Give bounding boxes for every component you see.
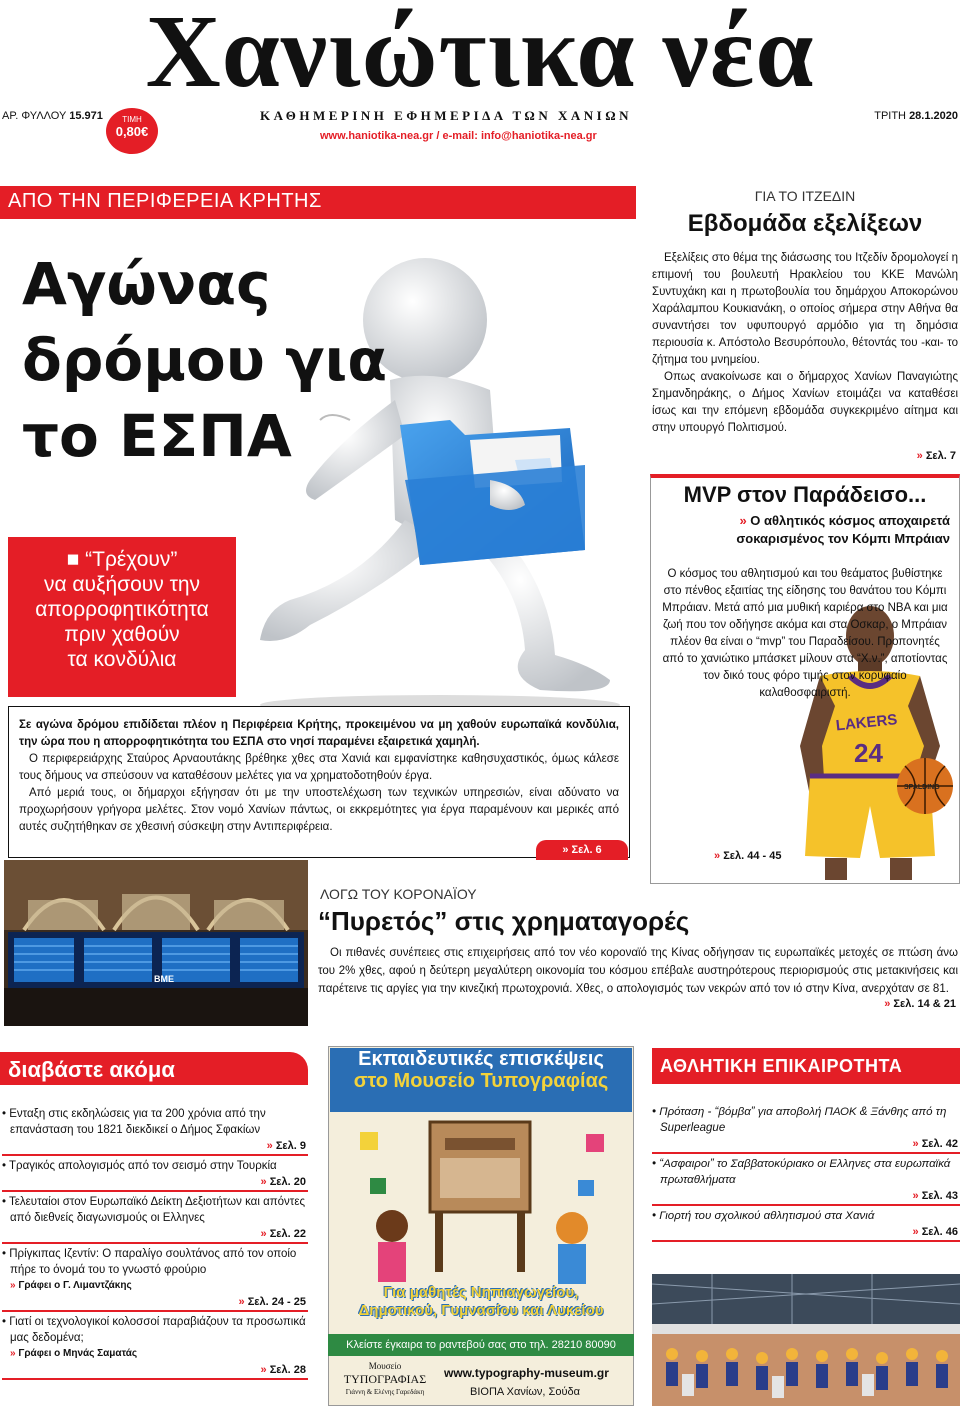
list-item[interactable]: • “Ασφαιροι” το Σαββατοκύριακο οι Ελληνες στα ευρωπαϊκά πρωταθλήματα — [652, 1158, 951, 1186]
ad-title: Εκπαιδευτικές επισκέψεις στο Μουσείο Τυπογραφίας — [353, 1048, 609, 1092]
list-item[interactable]: • Πρίγκιπας Ιζεντίν: Ο παραλίγο σουλτάνος από τον οποίο πήρε το όνομά του το γνωστό φρούριο — [2, 1248, 297, 1276]
lead-highlight-box: ■ “Τρέχουν” να αυξήσουν την απορροφητικότητα πριν χαθούν τα κονδύλια — [8, 537, 236, 697]
masthead-title: Χανιώτικα νέα — [145, 0, 815, 109]
masthead-web[interactable]: www.haniotika-nea.gr / e-mail: info@haniotika-nea.gr — [320, 130, 597, 142]
list-item-ref[interactable]: » Σελ. 28 — [2, 1362, 308, 1380]
section-label: ΑΠΟ ΤΗΝ ΠΕΡΙΦΕΡΕΙΑ ΚΡΗΤΗΣ — [0, 186, 636, 219]
board-label: BME — [154, 974, 174, 984]
list-item[interactable]: • Γιορτή του σχολικού αθλητισμού στα Χανιά — [652, 1210, 875, 1222]
list-item[interactable]: • Ενταξη στις εκδηλώσεις για τα 200 χρόνια από την επανάσταση του 1821 διεκδικεί ο Δήμος Σφακίων — [2, 1108, 266, 1136]
masthead-subtitle: ΚΑΘΗΜΕΡΙΝΗ ΕΦΗΜΕΡΙΔΑ ΤΩΝ ΧΑΝΙΩΝ — [260, 108, 633, 123]
stock-exchange-photo — [4, 860, 308, 1026]
mvp-subheadline: » Ο αθλητικός κόσμος αποχαιρετά σοκαρισμένος τον Κόμπι Μπράιαν — [736, 513, 950, 546]
list-item-ref[interactable]: » Σελ. 42 — [652, 1136, 960, 1154]
school-sports-photo — [652, 1274, 960, 1406]
sports-title: ΑΘΛΗΤΙΚΗ ΕΠΙΚΑΙΡΟΤΗΤΑ — [652, 1048, 960, 1084]
byline: » Γράφει ο Γ. Λιμαντζάκης — [10, 1280, 132, 1291]
ad-phone: Κλείστε έγκαιρα το ραντεβού σας στο τηλ. 28210 80090 — [328, 1334, 634, 1356]
jersey-number: 24 — [854, 738, 883, 768]
mvp-page-ref[interactable]: » Σελ. 44 - 45 — [714, 850, 782, 862]
markets-headline[interactable]: “Πυρετός” στις χρηματαγορές — [318, 906, 690, 936]
read-more-title: διαβάστε ακόμα — [0, 1052, 308, 1085]
mvp-text: Ο κόσμος του αθλητισμού και του θεάματος βυθίστηκε στο πένθος εξαιτίας της είδησης του θανάτου του Κόμπι Μπράιαν. Μετά από μια μυθική καριέρα στο NBA και μια ζωή που τον οδήγησε ακόμα και στα Οσκαρ, ο Μπράιαν πλέον θα είναι ο “mvp” του Παραδείσου. Προπονητές από το χανιώτικο μπάσκετ μίλουν στα “Χ.ν.”, αποτίοντας τον δικό τους φόρο τιμής στον κορυφαίο καλαθοσφαιριστή. — [662, 568, 948, 699]
sports-list — [652, 1102, 960, 1242]
markets-text: Οι πιθανές συνέπειες στις επιχειρήσεις από τον νέο κοροναϊό της Κίνας οδήγησαν τις ευρωπαϊκές μετοχές σε πτώση άνω του 2% χθες, αφού η δεύτερη μεγαλύτερη οικονομία του κόσμου επέβαλε αυστηρότερους περιορισμούς στις μετακινήσεις και παρέτεινε τις αργίες για την κινεζική πρωτοχρονιά. Χθες, ο απολογισμός των νεκρών από τον ιό στην Κίνα, ανερχόταν σε 81. — [318, 947, 958, 995]
lead-story-text: Σε αγώνα δρόμου επιδίδεται πλέον η Περιφέρεια Κρήτης, προκειμένου να μη χαθούν ευρωπαϊκά κονδύλια, την ώρα που η απορροφητικότητα του ΕΣΠΑ στο νησί παραμένει εξαιρετικά χαμηλή. Ο περιφερειάρχης Σταύρος Αρναουτάκης βρέθηκε χθες στα Χανιά και εμφανίστηκε καθησυχαστικός, όμως κάλεσε τους δήμους να σπεύσουν να καταθέσουν μελέτες για να χρηματοδοτηθούν έργα. Από μεριά τους, οι δήμαρχοι εξήγησαν ότι με την υποστελέχωση των τεχνικών υπηρεσιών, είναι αδύνατο να προχωρήσουν γρήγορα μελέτες. Στον νομό Χανίων πάντως, οι εκκρεμότητες για έργα παραμένουν και μερικές από αυτές συζητήθηκαν σε χθεσινή σύσκεψη στην Αντιπεριφέρεια. — [8, 706, 630, 858]
list-item[interactable]: • Τραγικός απολογισμός από τον σεισμό στην Τουρκία — [2, 1160, 277, 1172]
list-item-ref[interactable]: » Σελ. 22 — [2, 1226, 308, 1244]
list-item-ref[interactable]: » Σελ. 46 — [652, 1224, 960, 1242]
byline: » Γράφει ο Μηνάς Σαματάς — [10, 1348, 138, 1359]
itzedin-page-ref[interactable]: » Σελ. 7 — [916, 450, 956, 462]
ad-web[interactable]: www.typography-museum.gr — [444, 1366, 609, 1380]
markets-page-ref[interactable]: » Σελ. 14 & 21 — [884, 998, 956, 1010]
list-item-ref[interactable]: » Σελ. 24 - 25 — [2, 1294, 308, 1312]
list-item[interactable]: • Τελευταίοι στον Ευρωπαϊκό Δείκτη Δεξιοτήτων και απόντες από διεθνείς διαγωνισμούς οι Ελληνες — [2, 1196, 306, 1224]
ad-audience: Για μαθητές Νηπιαγωγείου, Δημοτικού, Γυμνασίου και Λυκείου — [358, 1284, 604, 1319]
ad-logo: Μουσείο ΤΥΠΟΓΡΑΦΙΑΣ Γιάννη & Ελένης Γαρεδάκη — [343, 1361, 427, 1396]
itzedin-text: Εξελίξεις στο θέμα της διάσωσης του Ιτζεδίν δρομολογεί η επιμονή του βουλευτή Ηρακλείου του ΚΚΕ Μανώλη Συντυχάκη και η πρωτοβουλία του δημάρχου Αποκορώνου Χαράλαμπου Κουκιανάκη, ο οποίος σήμερα στην Αθήνα θα συναντήσει τον υφυπουργό αρμόδιο για τη δημόσια περιουσία κ. Απόστολο Βεσυρόπουλο, θέτοντάς του -και- το ζήτημα του μνημείου. Οπως ανακοίνωσε και ο δήμαρχος Χανίων Παναγιώτης Σημανδηράκης, ο Δήμος Χανίων ετοιμάζει να καταθέσει ίσως και την επόμενη εβδομάδα συγκεκριμένο αίτημα και στην υπουργό Πολιτισμού. — [652, 252, 958, 434]
list-item-ref[interactable]: » Σελ. 9 — [2, 1138, 308, 1156]
ball-lettering: SPALDING — [904, 784, 940, 791]
mvp-headline[interactable]: MVP στον Παράδεισο... — [683, 482, 927, 507]
list-item[interactable]: • Γιατί οι τεχνολογικοί κολοσσοί παραβιάζουν τα προσωπικά μας δεδομένα; — [2, 1316, 306, 1344]
price-badge: ΤΙΜΗ 0,80€ — [104, 106, 160, 156]
itzedin-kicker: ΓΙΑ ΤΟ ΙΤΖΕΔΙΝ — [754, 188, 856, 204]
read-more-list — [2, 1104, 308, 1380]
issue-number: ΑΡ. ΦΥΛΛΟΥ 15.971 — [2, 110, 103, 122]
itzedin-headline[interactable]: Εβδομάδα εξελίξεων — [687, 210, 923, 237]
issue-date: ΤΡΙΤΗ 28.1.2020 — [874, 110, 958, 122]
list-item-ref[interactable]: » Σελ. 20 — [2, 1174, 308, 1192]
lead-headline[interactable]: Αγώνας δρόμου για το ΕΣΠΑ — [22, 250, 388, 470]
list-item-ref[interactable]: » Σελ. 43 — [652, 1188, 960, 1206]
ad-address: ΒΙΟΠΑ Χανίων, Σούδα — [470, 1386, 580, 1398]
list-item[interactable]: • Πρόταση - “βόμβα” για αποβολή ΠΑΟΚ & Ξάνθης από τη Superleague — [652, 1106, 947, 1134]
markets-kicker: ΛΟΓΩ ΤΟΥ ΚΟΡΟΝΑΪΟΥ — [320, 886, 477, 902]
jersey-lettering: LAKERS — [834, 711, 899, 735]
lead-page-ref[interactable]: » Σελ. 6 — [536, 840, 628, 860]
